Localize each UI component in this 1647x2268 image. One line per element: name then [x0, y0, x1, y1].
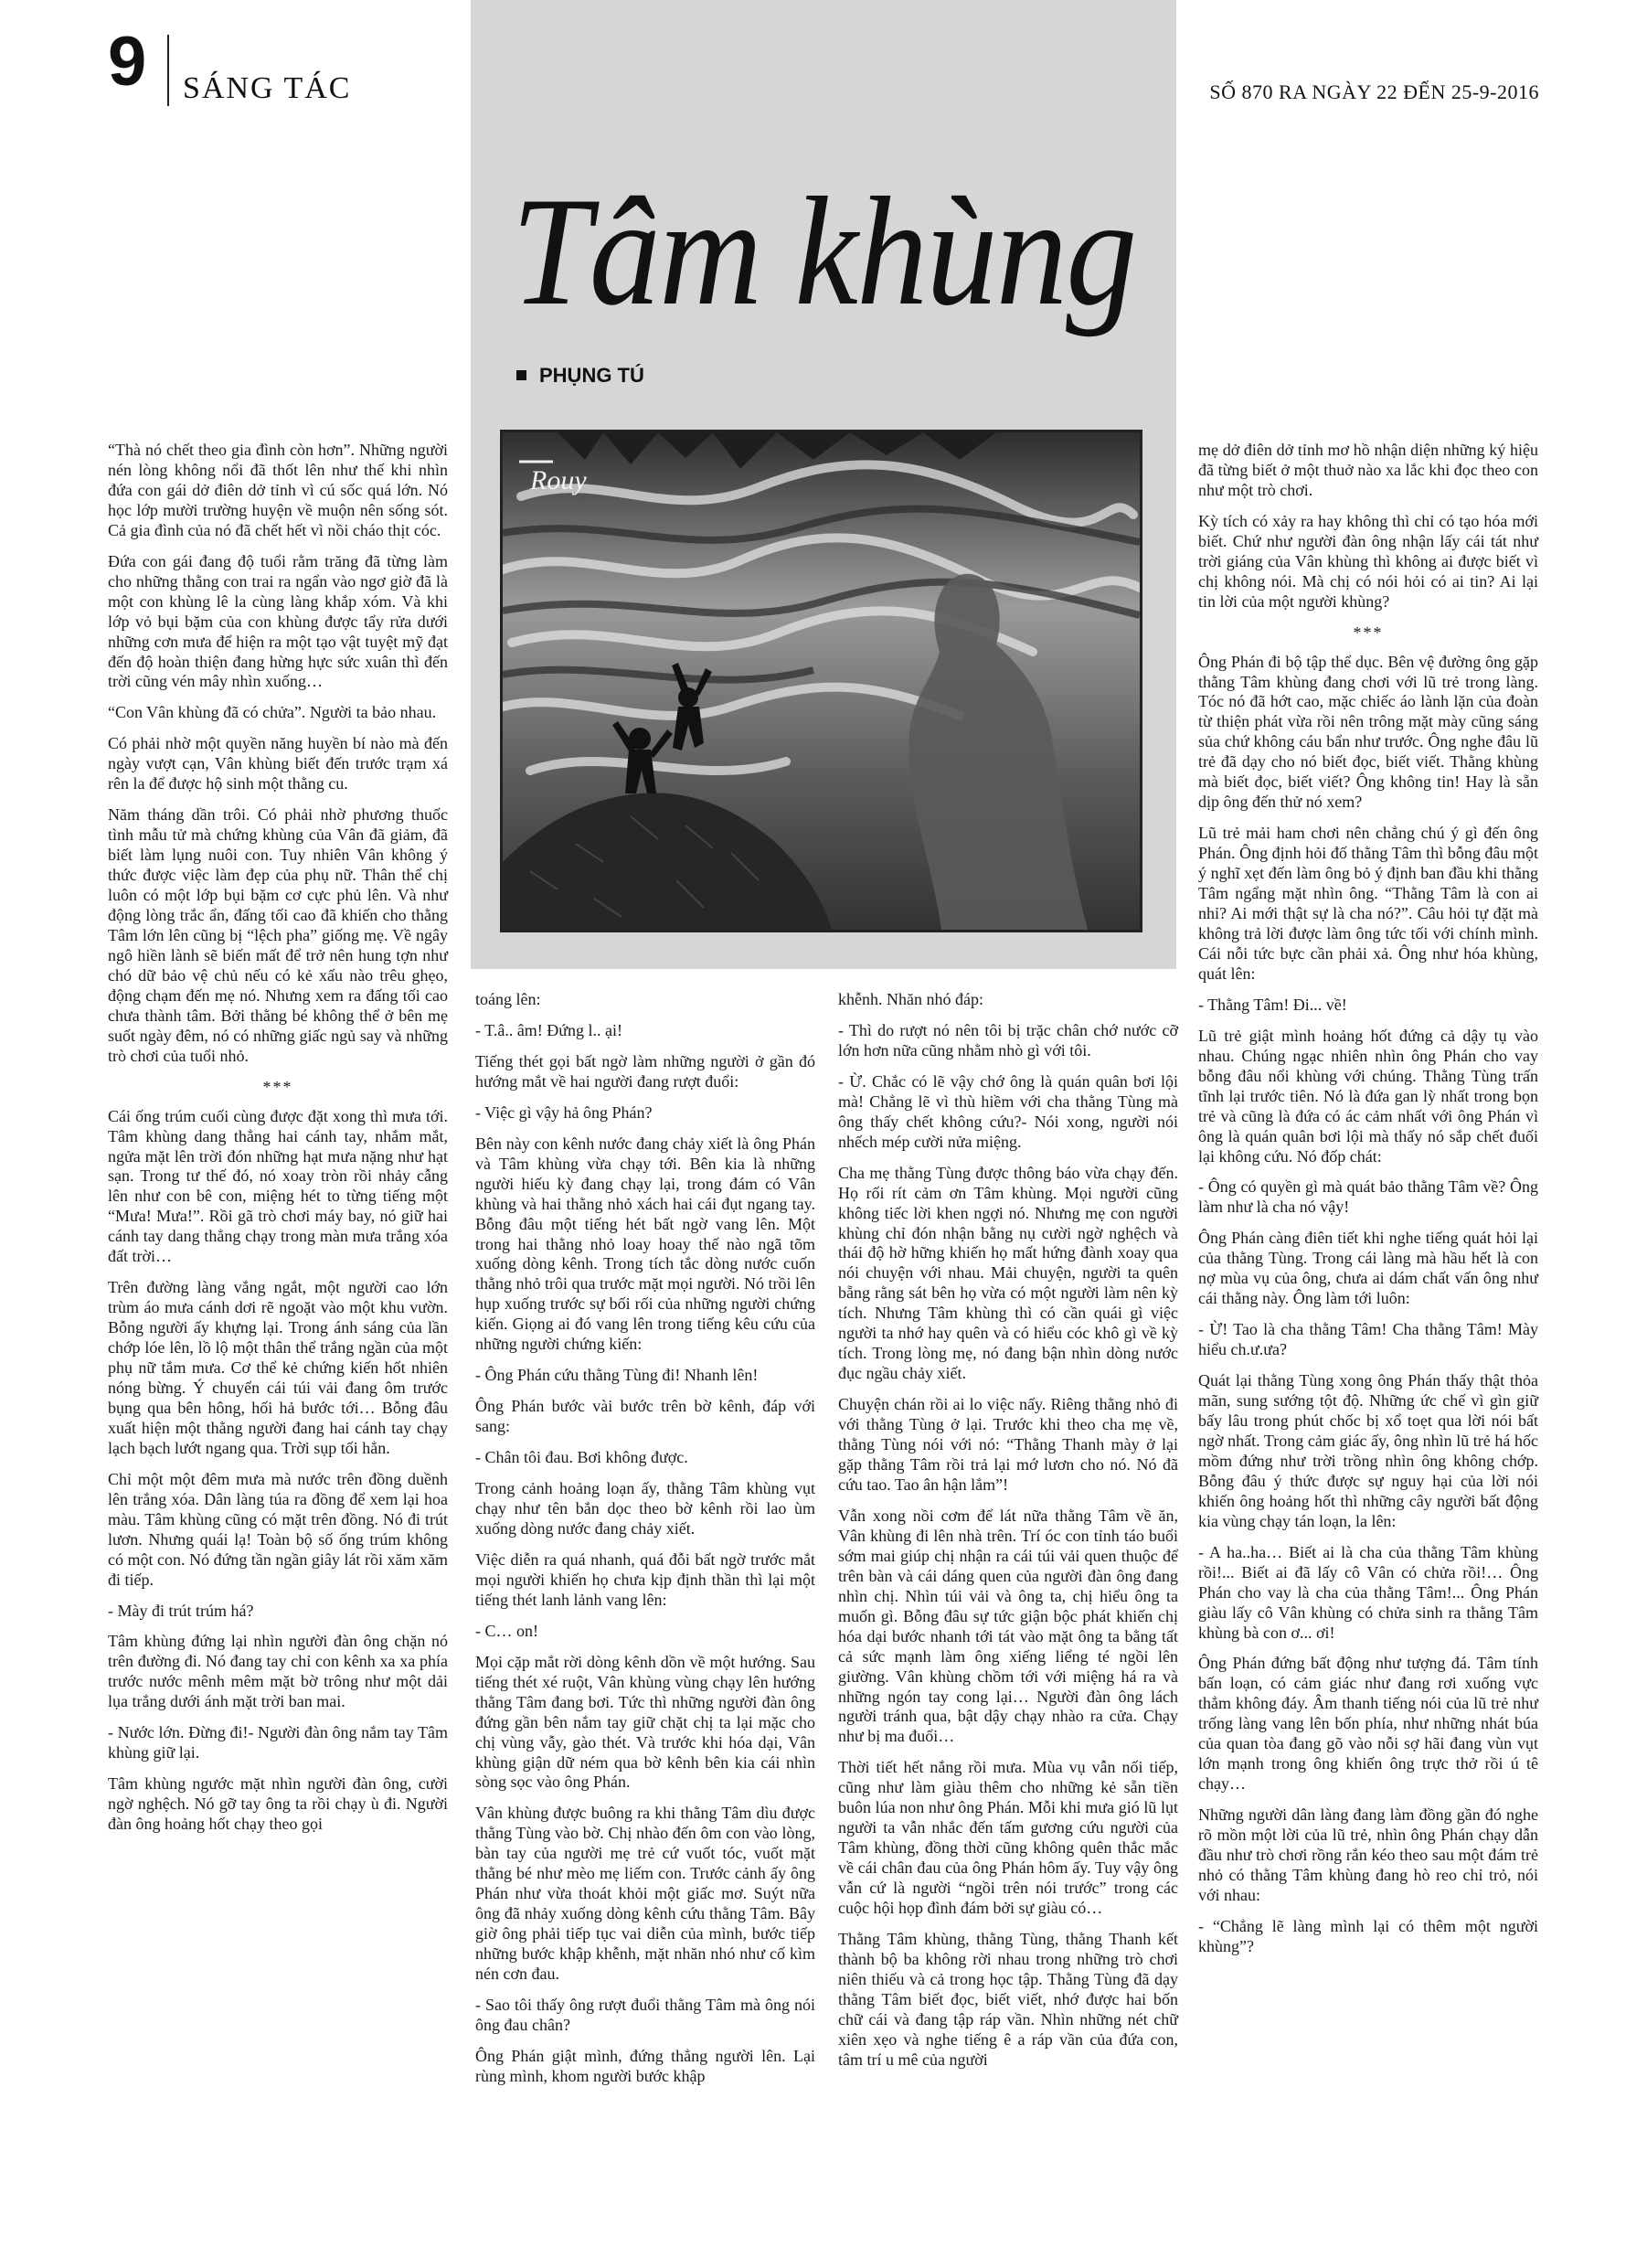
text-column-3	[838, 990, 1178, 2082]
header-divider	[167, 35, 169, 106]
paragraph: - Mày đi trút trúm há?	[108, 1601, 254, 1620]
text-column-2	[475, 990, 815, 2098]
paragraph: - Thằng Tâm! Đi... về!	[1198, 995, 1347, 1014]
paragraph: Chỉ một một đêm mưa mà nước trên đồng duềnh lên trắng xóa. Dân làng túa ra đồng để xem lại hoa màu. Tâm khùng cũng có mặt trên đồng. Nó đi trút lươn. Nhưng quái lạ! Toàn bộ số ống trúm không có một con. Nó đứng tần ngần giây lát rồi xăm xăm đi tiếp.	[108, 1469, 448, 1589]
paragraph: Tiếng thét gọi bất ngờ làm những người ở gần đó hướng mắt về hai người đang rượt đuổi:	[475, 1051, 815, 1091]
paragraph: Tâm khùng đứng lại nhìn người đàn ông chặn nó trên đường đi. Nó đang tay chỉ con kênh xa xa phía trước nước mênh mêm mặt bờ trông như một dải lụa trắng dưới ánh mặt trời ban mai.	[108, 1632, 448, 1711]
paragraph: Bên này con kênh nước đang chảy xiết là ông Phán và Tâm khùng vừa chạy tới. Bên kia là những người hiếu kỳ đang chạy lại, trong đám có Vân khùng và hai thằng nhỏ xách hai cái đụt ngang tay. Bỗng đâu một tiếng hét bất ngờ vang lên. Một trong hai thằng nhỏ loay hoay thế nào ngã tõm xuống dòng kênh. Trong tích tắc dòng nước cuốn thằng nhỏ trôi qua trước mặt mọi người. Nó trồi lên hụp xuống trước sự bối rối của những người chứng kiến. Giọng ai đó vang lên trong tiếng kêu cứu của những người chứng kiến:	[475, 1134, 815, 1354]
paragraph: Năm tháng dần trôi. Có phải nhờ phương thuốc tình mẫu tử mà chứng khùng của Vân đã giảm, đã biết làm lụng nuôi con. Tuy nhiên Vân không ý thức được việc làm đẹp của phụ nữ. Thân thể chị luôn có một lớp bụi bặm cơ cực phủ lên. Và như động lòng trắc ẩn, đấng tối cao đã khiến cho thằng Tâm lớn lên cũng bị “lệch pha” giống mẹ. Về ngây ngô hiền lành sẽ biến mất để trở nên hung tợn như chó dữ bảo vệ chủ nếu có kẻ xấu nào trêu ghẹo, động chạm đến mẹ nó. Nhưng xem ra đấng tối cao chưa thành tâm. Bởi thằng bé không thể ở bên mẹ suốt ngày đêm, nó có những giấc ngủ say và những trò chơi của tuổi nhỏ.	[108, 805, 448, 1065]
paragraph: Lũ trẻ mải ham chơi nên chẳng chú ý gì đến ông Phán. Ông định hỏi đố thằng Tâm thì bỗng đâu một ý nghĩ xẹt đến làm ông bỏ ý định ban đầu khi thằng Tâm ngẩng mặt nhìn ông. “Thằng Tâm là con ai nhỉ? Ai mới thật sự là cha nó?”. Câu hỏi tự đặt mà không trả lời được làm ông tức tối với chính mình. Cái nỗi tức bực cần phải xả. Ông như hóa khùng, quát lên:	[1198, 824, 1538, 983]
page-number: 9	[108, 23, 147, 101]
paragraph: - Thì do rượt nó nên tôi bị trặc chân chớ nước cỡ lớn hơn nữa cũng nhằm nhò gì với tôi.	[838, 1020, 1178, 1059]
paragraph: Quát lại thằng Tùng xong ông Phán thấy thật thỏa mãn, sung sướng tột độ. Những ức chế vì gìn giữ bấy lâu trong phút chốc bị xổ toẹt qua lời nói bất ngờ nhất. Trong cảm giác ấy, ông nhìn lũ trẻ há hốc mồm đứng như trời trồng nhìn ông không chớp. Bỗng đâu ý thức được sự nguy hại của lời nói khiến ông hoảng hốt thì những cây người bất động kia vùng chạy tán loạn, la lên:	[1198, 1371, 1538, 1530]
text-column-1	[108, 441, 448, 1846]
section-name: SÁNG TÁC	[183, 71, 352, 105]
text-column-4	[1198, 441, 1538, 1968]
paragraph: “Thà nó chết theo gia đình còn hơn”. Những người nén lòng không nổi đã thốt lên như thế khi nhìn đứa con gái dở điên dở tỉnh vì cú sốc quá lớn. Nó học lớp mười trường huyện về muộn nên sống sót. Cả gia đình của nó đã chết hết vì nồi cháo thịt cóc.	[108, 441, 448, 539]
paragraph: - Sao tôi thấy ông rượt đuổi thằng Tâm mà ông nói ông đau chân?	[475, 1995, 815, 2034]
paragraph: mẹ dở điên dở tỉnh mơ hồ nhận diện những ký hiệu đã từng biết ở một thuở nào xa lắc khi đọc theo con như một trò chơi.	[1198, 441, 1538, 499]
paragraph: Có phải nhờ một quyền năng huyền bí nào mà đến ngày vượt cạn, Vân khùng biết đến trước trạm xá rên la để được hộ sinh một thằng cu.	[108, 734, 448, 793]
section-separator: ***	[1353, 623, 1384, 642]
paragraph: - Ông có quyền gì mà quát bảo thằng Tâm về? Ông làm như là cha nó vậy!	[1198, 1177, 1538, 1217]
paragraph: Mọi cặp mắt rời dòng kênh dồn về một hướng. Sau tiếng thét xé ruột, Vân khùng vùng chạy lên hướng thằng Tâm đang bơi. Tức thì những người đàn ông đứng gần bên nắm tay giữ chặt chị ta lại mặc cho chị vùng vẫy, gào thét. Và trước khi hóa dại, Vân khùng giận dữ ném qua bờ kênh bên kia cái nhìn sòng sọc vào ông Phán.	[475, 1652, 815, 1792]
paragraph: Thằng Tâm khùng, thằng Tùng, thằng Thanh kết thành bộ ba không rời nhau trong những trò chơi niên thiếu và cả trong học tập. Thằng Tùng đã dạy thằng Tâm biết đọc, biết viết, nhớ được hai bốn chữ cái và đang tập ráp vần. Nhìn những nét chữ xiên xẹo và nghe tiếng ê a ráp vần của đứa con, tâm trí u mê của người	[838, 1929, 1178, 2069]
illustration-signature: Rouy	[530, 465, 587, 495]
paragraph: Ông Phán đứng bất động như tượng đá. Tâm tính bấn loạn, có cảm giác như đang rơi xuống vực thẳm không đáy. Âm thanh tiếng nói của lũ trẻ như trống làng vang lên bốn phía, như những nhát búa của quan tòa đang gõ vào nỗi sợ hãi đang vùn vụt lớn mạnh trong ông khiến ông trực thở rồi ú tê chạy…	[1198, 1654, 1538, 1794]
paragraph: “Con Vân khùng đã có chửa”. Người ta bảo nhau.	[108, 703, 437, 722]
illustration-drawing	[503, 432, 1140, 930]
paragraph: Việc diễn ra quá nhanh, quá đỗi bất ngờ trước mắt mọi người khiến họ chưa kịp định thần thì lại một tiếng thét lanh lảnh vang lên:	[475, 1549, 815, 1609]
byline	[516, 364, 644, 388]
paragraph: - C… on!	[475, 1621, 538, 1640]
paragraph: Chuyện chán rồi ai lo việc nấy. Riêng thằng nhỏ đi với thằng Tùng ở lại. Trước khi theo cha mẹ về, thằng Tùng nói với nó: “Thằng Thanh mày ở lại gặp thằng Tâm rồi trả lại mớ lươn cho nó. Nó đã cứu tao. Tao ân hận lắm”!	[838, 1395, 1178, 1494]
author-name: PHỤNG TÚ	[539, 364, 644, 387]
paragraph: Ông Phán đi bộ tập thể dục. Bên vệ đường ông gặp thằng Tâm khùng đang chơi với lũ trẻ trong làng. Tóc nó đã hớt cao, mặc chiếc áo lành lặn của đoàn từ thiện phát vừa rồi nên trông mặt mày cũng sáng sủa chứ không cáu bẩn như trước. Ông nghe đâu lũ trẻ đã dạy cho nó biết đọc, biết viết. Thằng khùng mà biết đọc, biết viết? Ông không tin! Hay là sẵn dịp ông đến thử nó xem?	[1198, 652, 1538, 812]
paragraph: Tâm khùng ngước mặt nhìn người đàn ông, cười ngờ nghệch. Nó gỡ tay ông ta rồi chạy ù đi. Người đàn ông hoảng hốt chạy theo gọi	[108, 1774, 448, 1834]
paragraph: - Việc gì vậy hả ông Phán?	[475, 1102, 653, 1122]
paragraph: Cái ống trúm cuối cùng được đặt xong thì mưa tới. Tâm khùng dang thẳng hai cánh tay, nhắm mắt, ngửa mặt lên trời đón những hạt mưa nặng như hạt sạn. Trong tư thế đó, nó xoay tròn rồi nhảy cẫng lên như con bê con, miệng hét to từng tiếng một “Mưa! Mưa!”. Rồi gã trò chơi máy bay, nó giữ hai cánh tay dang thẳng chạy trong màn mưa trắng xóa đất trời…	[108, 1106, 448, 1266]
square-bullet-icon	[516, 370, 526, 380]
paragraph: Thời tiết hết nắng rồi mưa. Mùa vụ vẫn nối tiếp, cũng như làm giàu thêm cho những kẻ sẵn tiền buôn lúa non như ông Phán. Mỗi khi mưa gió lũ lụt người ta vẫn nhắc đến tấm gương cứu người của Tâm khùng, đồng thời cũng không quên thắc mắc về cái chân đau của ông Phán hôm ấy. Tuy vậy ông vẫn cứ là người “ngồi trên nói trước” trong các cuộc hội họp đình đám bởi sự giàu có…	[838, 1758, 1178, 1918]
story-title: Tâm khùng	[511, 165, 1136, 337]
paragraph: toáng lên:	[475, 990, 541, 1008]
paragraph: - T.â.. âm! Đứng l.. ại!	[475, 1020, 623, 1039]
issue-info: SỐ 870 RA NGÀY 22 ĐẾN 25-9-2016	[1209, 80, 1539, 103]
paragraph: Đứa con gái đang độ tuổi rằm trăng đã từng làm cho những thằng con trai ra ngẩn vào ngơ giờ đã là một con khùng lê la cùng làng khắp xóm. Và khi lớp vỏ bụi bặm của con khùng được tẩy rửa dưới những cơn mưa để hiện ra một tạo vật tuyệt mỹ đạt đến độ hoàn thiện đang hừng hực sức xuân thì đến trời cũng vén mây nhìn xuống…	[108, 551, 448, 691]
paragraph: Kỳ tích có xảy ra hay không thì chỉ có tạo hóa mới biết. Chứ như người đàn ông nhận lấy cái tát như trời giáng của Vân khùng thì không ai được biết vì chị không nói. Mà chị có nói hỏi có ai tin? Ai lại tin lời của một người khùng?	[1198, 511, 1538, 611]
paragraph: Ông Phán bước vài bước trên bờ kênh, đáp với sang:	[475, 1397, 815, 1436]
paragraph: - Chân tôi đau. Bơi không được.	[475, 1448, 688, 1467]
paragraph: - Ừ. Chắc có lẽ vậy chớ ông là quán quân bơi lội mà! Chẳng lẽ vì thù hiềm với cha thằng Tùng mà ông thấy chết không cứu?- Nói xong, người nói nhếch mép cười nửa miệng.	[838, 1071, 1178, 1151]
section-separator: ***	[262, 1077, 293, 1096]
paragraph: khễnh. Nhăn nhó đáp:	[838, 990, 983, 1008]
paragraph: Ông Phán càng điên tiết khi nghe tiếng quát hỏi lại của thằng Tùng. Trong cái làng mà hầu hết là con nợ mùa vụ của ông, chưa ai dám chất vấn ông như cái thằng này. Ông làm tới luôn:	[1198, 1229, 1538, 1308]
paragraph: Trong cảnh hoảng loạn ấy, thằng Tâm khùng vụt chạy như tên bắn dọc theo bờ kênh rồi lao ùm xuống dòng nước đang chảy xiết.	[475, 1479, 815, 1538]
paragraph: - A ha..ha… Biết ai là cha của thằng Tâm khùng rồi!... Biết ai đã lấy cô Vân có chửa rồi!… Ông Phán cho vay là cha của thằng Tâm!... Ông Phán giàu lấy cô Vân khùng có chửa sinh ra thằng Tâm khùng bà con ơ... ơi!	[1198, 1542, 1538, 1642]
paragraph: Vân khùng được buông ra khi thằng Tâm dìu được thằng Tùng vào bờ. Chị nhào đến ôm con vào lòng, bàn tay của người mẹ trẻ cứ vuốt tóc, vuốt mặt thằng bé như mèo mẹ liếm con. Trước cảnh ấy ông Phán như vừa thoát khỏi một giấc mơ. Suýt nữa ông đã nhảy xuống dòng kênh cứu thằng Tâm. Bây giờ ông phải tiếp tục vai diễn của mình, bước tiếp những bước khập khễnh, mặt nhăn nhó như cố kìm nén cơn đau.	[475, 1804, 815, 1984]
paragraph: Lũ trẻ giật mình hoảng hốt đứng cả dậy tụ vào nhau. Chúng ngạc nhiên nhìn ông Phán cho vay bỗng đâu nổi khùng với chúng. Thằng Tùng trấn tĩnh lại trước tiên. Nó là đứa gan lỳ nhất trong bọn trẻ và cũng là đứa có ác cảm nhất với ông Phán vì ông là quán quân bơi lội mà thấy nó sắp chết đuối lại không cứu. Nó đốp chát:	[1198, 1026, 1538, 1166]
paragraph: - Ông Phán cứu thằng Tùng đi! Nhanh lên!	[475, 1366, 759, 1385]
story-illustration	[500, 430, 1142, 932]
paragraph: - Ừ! Tao là cha thằng Tâm! Cha thằng Tâm! Mày hiểu ch.ư.ưa?	[1198, 1320, 1538, 1359]
paragraph: Ông Phán giật mình, đứng thẳng người lên. Lại rùng mình, khom người bước khập	[475, 2046, 815, 2085]
paragraph: - “Chẳng lẽ làng mình lại có thêm một người khùng”?	[1198, 1916, 1538, 1955]
paragraph: - Nước lớn. Đừng đi!- Người đàn ông nắm tay Tâm khùng giữ lại.	[108, 1723, 448, 1762]
paragraph: Trên đường làng vắng ngắt, một người cao lớn trùm áo mưa cánh dơi rẽ ngoặt vào một khu vườn. Bỗng người ấy khựng lại. Trong ánh sáng của lần chớp lóe lên, lồ lộ một thân thể trắng ngần của một phụ nữ tắm mưa. Cơ thể kẻ chứng kiến hốt nhiên nóng bừng. Ý chuyển cái túi vải đang ôm trước bụng qua bên hông, hối hả bước tới… Bỗng đâu xuất hiện một thằng người đang hai cánh tay chạy lạch bạch lướt ngang qua. Trời sụp tối hẳn.	[108, 1278, 448, 1457]
paragraph: Những người dân làng đang làm đồng gần đó nghe rõ mồn một lời của lũ trẻ, nhìn ông Phán chạy dẫn đầu như trò chơi rồng rắn kéo theo sau một đám trẻ nhỏ có thằng Tâm khùng đang hò reo chỉ trỏ, nói với nhau:	[1198, 1805, 1538, 1904]
paragraph: Cha mẹ thằng Tùng được thông báo vừa chạy đến. Họ rối rít cảm ơn Tâm khùng. Mọi người cũng không tiếc lời khen ngợi nó. Nhưng mẹ con người khùng chỉ đón nhận bằng nụ cười ngờ nghệch và thái độ hờ hững khiến họ mất hứng đành xoay qua nói chuyện với nhau. Mải chuyện, người ta quên bẵng rằng sát bên họ vừa có một người làm nên kỳ tích. Nhưng Tâm khùng thì có cần quái gì việc người ta nhớ hay quên và có hiểu cóc khô gì về kỳ tích. Trong lòng mẹ, nó đang bận nhìn dòng nước đục ngầu chảy xiết.	[838, 1163, 1178, 1383]
paragraph: Vẫn xong nồi cơm để lát nữa thằng Tâm về ăn, Vân khùng đi lên nhà trên. Trí óc con tỉnh táo buổi sớm mai giúp chị nhận ra cái túi vải quen thuộc để trên bàn và cái dáng quen của người đàn ông đang nhìn chị. Nhìn túi vải và ông ta, chị hiểu ông ta muốn gì. Bỗng đâu sự tức giận bộc phát khiến chị hóa dại bước nhanh tới tát vào mặt ông ta bằng tất cả sức mạnh làm ông xiếng liểng té ngồi lên giường. Vân khùng chồm tới với miệng há ra và những ngón tay cong lại… Người đàn ông lách người tránh qua, bật dậy chạy nhào ra cửa. Chạy như bị ma đuổi…	[838, 1506, 1178, 1746]
